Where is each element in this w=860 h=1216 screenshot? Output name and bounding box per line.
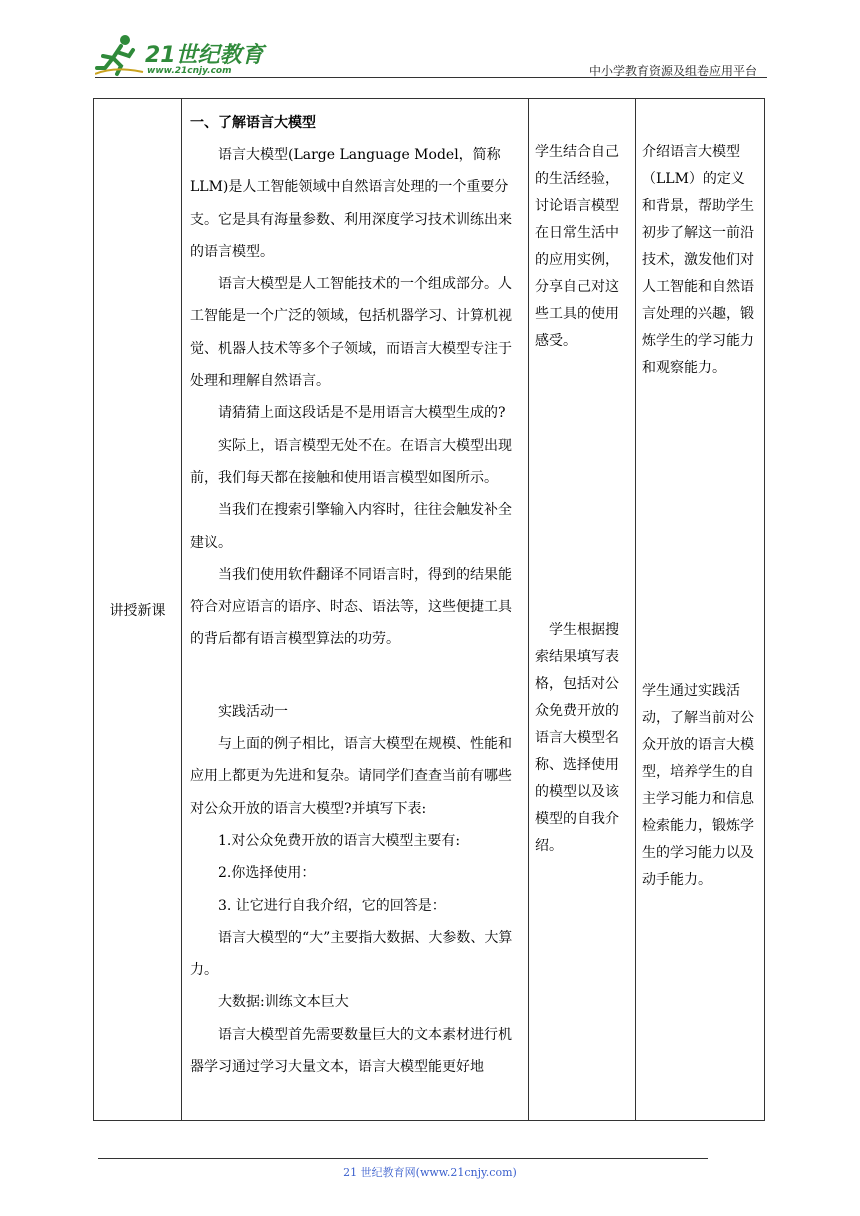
paragraph: 语言大模型(Large Language Model，简称 LLM)是人工智能领域中自然语言处理的一个重要分支。它是具有海量参数、利用深度学习技术训练出来的语言模型。: [190, 147, 512, 260]
student-activity-2: 学生根据搜索结果填写表格，包括对公众免费开放的语言大模型名称、选择使用的模型以及该模型的自我介绍。: [535, 622, 619, 854]
teaching-content-cell: [182, 99, 529, 1121]
table-row: [94, 99, 765, 1121]
paragraph: 3. 让它进行自我介绍，它的回答是：: [218, 897, 446, 914]
student-activity-1: 学生结合自己的生活经验，讨论语言模型在日常生活中的应用实例，分享自己对这些工具的使用感受。: [535, 144, 619, 349]
paragraph: 语言大模型首先需要数量巨大的文本素材进行机器学习通过学习大量文本，语言大模型能更好地: [190, 1026, 512, 1076]
runner-logo-icon: [95, 32, 145, 77]
paragraph: 1.对公众免费开放的语言大模型主要有:: [218, 832, 461, 849]
footer-divider: [98, 1158, 708, 1159]
logo: [95, 32, 265, 77]
lesson-table: [93, 98, 765, 1121]
platform-title: 中小学教育资源及组卷应用平台: [588, 64, 757, 78]
footer-link[interactable]: 21 世纪教育网(www.21cnjy.com): [343, 1166, 517, 1179]
student-activity-cell: [529, 99, 636, 1121]
logo-text: 21世纪教育: [145, 43, 264, 68]
paragraph: 2.你选择使用：: [218, 865, 316, 882]
page-header: [95, 32, 767, 77]
logo-url: www.21cnjy.com: [147, 66, 232, 76]
design-intent-2: 学生通过实践活动，了解当前对公众开放的语言大模型，培养学生的自主学习能力和信息检索能力，锻炼学生的学习能力以及动手能力。: [642, 683, 754, 888]
row-label-text: 讲授新课: [109, 602, 166, 619]
activity-title: 实践活动一: [218, 703, 288, 720]
paragraph: 当我们在搜索引擎输入内容时，往往会触发补全建议。: [190, 502, 512, 551]
paragraph: 语言大模型是人工智能技术的一个组成部分。人工智能是一个广泛的领域，包括机器学习、计算机视觉、机器人技术等多个子领域，而语言大模型专注于处理和理解自然语言。: [190, 276, 512, 390]
design-intent-1: 介绍语言大模型（LLM）的定义和背景，帮助学生初步了解这一前沿技术，激发他们对人工智能和自然语言处理的兴趣，锻炼学生的学习能力和观察能力。: [642, 144, 754, 376]
paragraph: 实际上，语言模型无处不在。在语言大模型出现前，我们每天都在接触和使用语言模型如图所示。: [190, 437, 512, 486]
paragraph: 大数据:训练文本巨大: [218, 994, 349, 1011]
header-divider: [95, 77, 767, 78]
design-intent-cell: [636, 99, 765, 1121]
paragraph: 与上面的例子相比，语言大模型在规模、性能和应用上都更为先进和复杂。请同学们查查当前有哪些对公众开放的语言大模型?并填写下表:: [190, 736, 512, 817]
section-heading: 一、了解语言大模型: [190, 115, 316, 131]
paragraph: 语言大模型的“大”主要指大数据、大参数、大算力。: [190, 929, 513, 979]
paragraph: 当我们使用软件翻译不同语言时，得到的结果能符合对应语言的语序、时态、语法等，这些便捷工具的背后都有语言模型算法的功劳。: [190, 566, 512, 648]
row-label: [94, 99, 182, 1121]
paragraph: 请猜猜上面这段话是不是用语言大模型生成的?: [218, 405, 506, 422]
